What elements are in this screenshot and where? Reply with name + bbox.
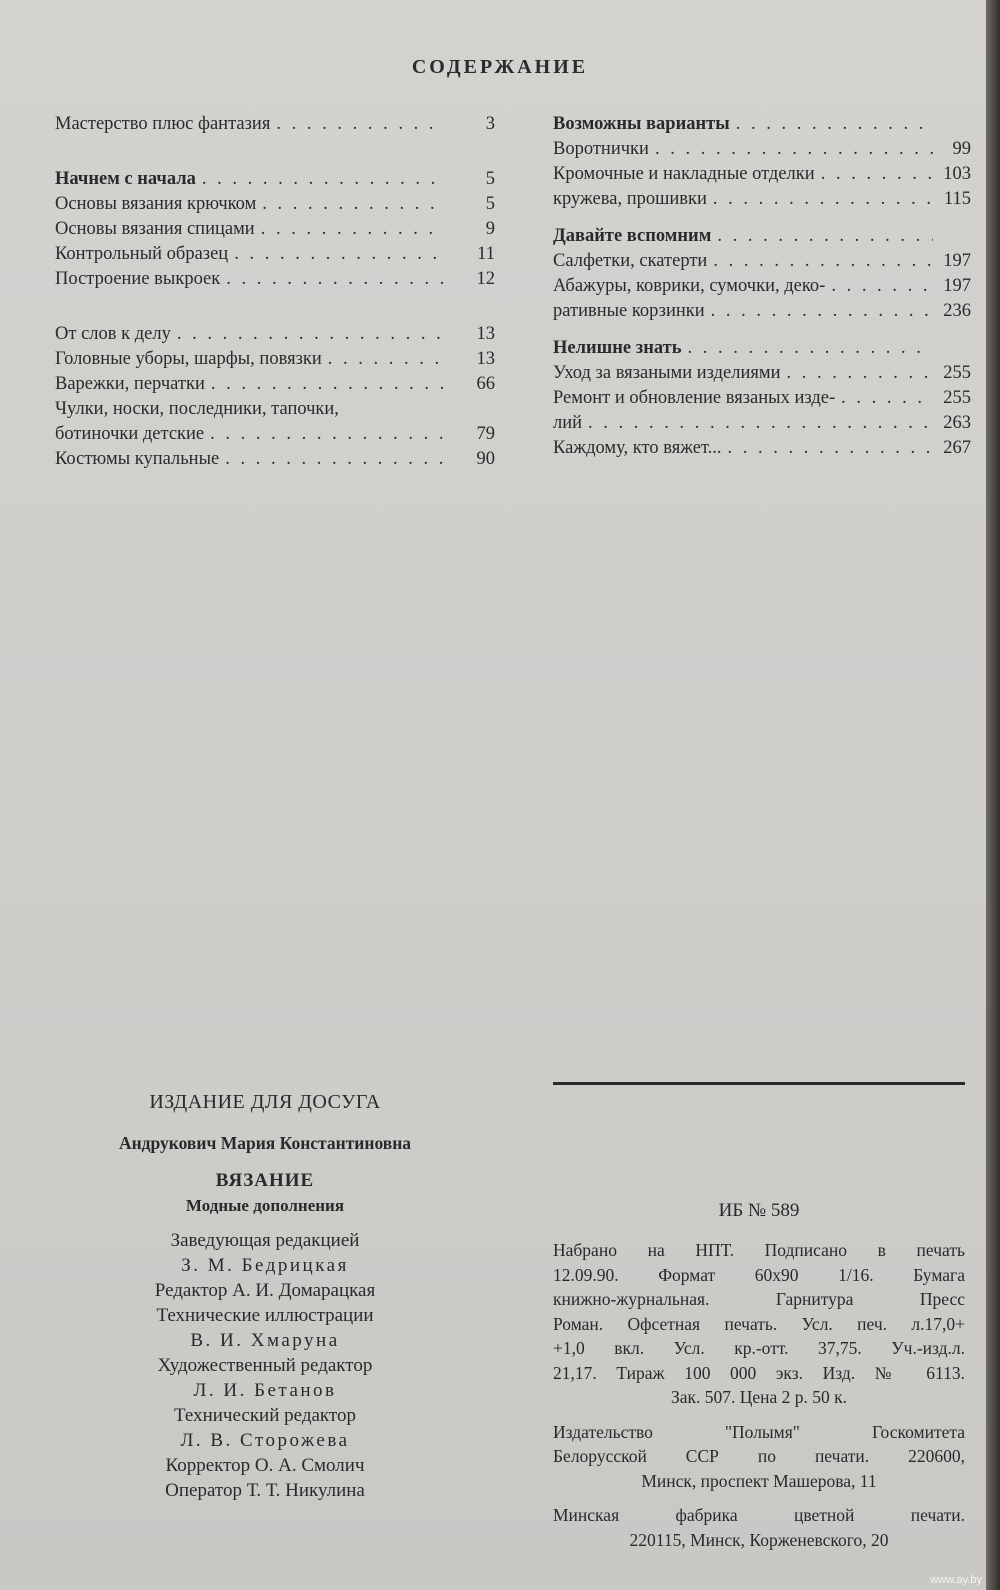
- credit-line: Л. В. Сторожева: [180, 1430, 350, 1451]
- series-label: ИЗДАНИЕ ДЛЯ ДОСУГА: [149, 1091, 381, 1113]
- imprint-line: книжно-журнальная. Гарнитура Пресс: [553, 1289, 965, 1309]
- toc-entry: лий . . . 263: [553, 411, 971, 436]
- watermark: www.ay.by: [930, 1574, 982, 1586]
- toc-right-column: [553, 112, 971, 461]
- credit-line: Технические иллюстрации: [156, 1305, 374, 1326]
- print-details: [553, 1238, 965, 1410]
- imprint-line: Роман. Офсетная печать. Усл. печ. л.17,0+: [553, 1313, 965, 1334]
- credit-line: Оператор Т. Т. Никулина: [165, 1480, 365, 1501]
- toc-entry: От слов к делу . . . 13: [55, 322, 495, 347]
- contents-title: СОДЕРЖАНИЕ: [411, 56, 589, 78]
- toc-entry: ботиночки детские . . . 79: [55, 422, 495, 447]
- publisher-details: [553, 1420, 965, 1494]
- toc-section-heading: Давайте вспомним . . .: [553, 224, 971, 249]
- toc-entry: Построение выкроек . . . 12: [55, 267, 495, 292]
- toc-entry: Костюмы купальные . . . 90: [55, 447, 495, 472]
- imprint-line: 12.09.90. Формат 60х90 1/16. Бумага: [553, 1264, 965, 1285]
- credit-line: З. М. Бедрицкая: [181, 1255, 349, 1276]
- imprint-line: 220115, Минск, Корженевского, 20: [629, 1529, 889, 1550]
- toc-entry: Абажуры, коврики, сумочки, деко- . . . 197: [553, 274, 971, 299]
- toc-entry: ративные корзинки . . . 236: [553, 299, 971, 324]
- imprint-line: Минск, проспект Машерова, 11: [641, 1470, 877, 1491]
- toc-entry-line1: Чулки, носки, последники, тапочки,: [55, 399, 339, 419]
- credit-lines: [40, 1228, 490, 1503]
- toc-entry: Салфетки, скатерти . . . 197: [553, 249, 971, 274]
- toc-section-heading: Возможны варианты . . .: [553, 112, 971, 137]
- toc-entry: Головные уборы, шарфы, повязки . . . 13: [55, 347, 495, 372]
- toc-entry: Основы вязания крючком . . . 5: [55, 192, 495, 217]
- page-edge-shadow: [986, 0, 1000, 1590]
- toc-entry: Мастерство плюс фантазия . . . 3: [55, 112, 495, 137]
- toc-entry: Ремонт и обновление вязаных изде- . . . 255: [553, 386, 971, 411]
- imprint-line: Белорусской ССР по печати. 220600,: [553, 1446, 965, 1466]
- credit-line: Л. И. Бетанов: [193, 1380, 337, 1401]
- book-subtitle: Модные дополнения: [185, 1196, 345, 1215]
- printer-details: [553, 1503, 965, 1552]
- toc-entry: Основы вязания спицами . . . 9: [55, 217, 495, 242]
- ib-number: ИБ № 589: [718, 1200, 800, 1221]
- toc-entry: Уход за вязаными изделиями . . . 255: [553, 361, 971, 386]
- toc-entry: Каждому, кто вяжет... . . . 267: [553, 436, 971, 461]
- credit-line: Корректор О. А. Смолич: [165, 1455, 365, 1476]
- toc-section-heading: Начнем с начала . . . 5: [55, 167, 495, 192]
- credit-line: В. И. Хмаруна: [190, 1330, 340, 1351]
- credit-line: Художественный редактор: [157, 1355, 373, 1376]
- credit-line: Заведующая редакцией: [170, 1230, 360, 1251]
- imprint-line: Издательство "Полымя" Госкомитета: [553, 1421, 965, 1442]
- imprint-line: 21,17. Тираж 100 000 экз. Изд. № 6113.: [553, 1362, 965, 1383]
- toc-entry: Воротнички . . . 99: [553, 137, 971, 162]
- toc-left-column: [55, 112, 495, 472]
- toc-entry: Контрольный образец . . . 11: [55, 242, 495, 267]
- imprint-line: Минская фабрика цветной печати.: [553, 1505, 965, 1525]
- author-name: Андрукович Мария Константиновна: [118, 1133, 412, 1153]
- toc-entry: Варежки, перчатки . . . 66: [55, 372, 495, 397]
- imprint-credits: [40, 1090, 490, 1503]
- imprint-line: +1,0 вкл. Усл. кр.-отт. 37,75. Уч.-изд.л.: [553, 1338, 965, 1358]
- toc-entry: кружева, прошивки . . . 115: [553, 187, 971, 212]
- imprint-publication-data: [553, 1238, 965, 1562]
- toc-entry: Кромочные и накладные отделки . . . 103: [553, 162, 971, 187]
- book-title: ВЯЗАНИЕ: [215, 1170, 315, 1191]
- toc-section-heading: Нелишне знать . . .: [553, 336, 971, 361]
- credit-line: Технический редактор: [174, 1405, 356, 1426]
- imprint-line: Набрано на НПТ. Подписано в печать: [553, 1240, 965, 1260]
- imprint-line: Зак. 507. Цена 2 р. 50 к.: [670, 1387, 848, 1407]
- divider-rule: [553, 1082, 965, 1085]
- credit-line: Редактор А. И. Домарацкая: [154, 1280, 376, 1301]
